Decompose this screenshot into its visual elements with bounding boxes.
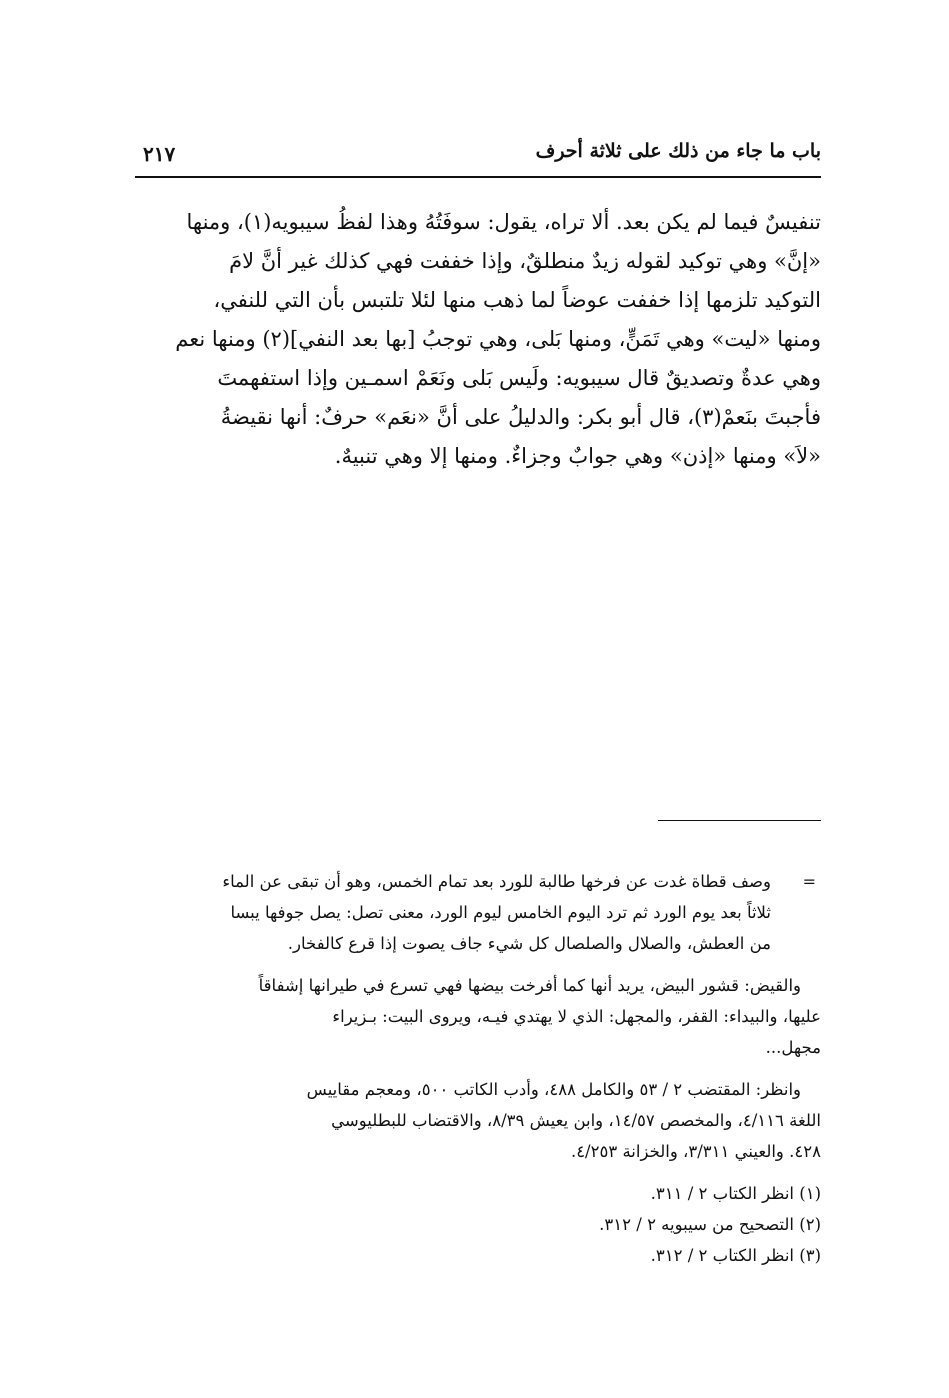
note-paragraph [135, 866, 821, 959]
text-line: وهي عدةٌ وتصديقٌ قال سيبويه: ولَيس بَلى ونَعَمْ اسمـين وإذا استفهمتَ [217, 366, 821, 390]
note-line: عليها، والبيداء: القفر، والمجهل: الذي لا يهتدي فيـه، ويروى البيت: بـزيراء [332, 1007, 821, 1026]
note-line: من العطش، والصلال والصلصال كل شيء جاف يصوت إذا قرع كالفخار. [287, 934, 771, 953]
note-paragraph [135, 1074, 821, 1167]
text-line: «لاَ» ومنها «إذن» وهي جوابٌ وجزاءٌ. ومنها إلا وهي تنبيهٌ. [334, 444, 821, 468]
page-number: ٢١٧ [143, 142, 176, 166]
note-paragraph [135, 970, 821, 1063]
note-line: اللغة ٤/١١٦، والمخصص ١٤/٥٧، وابن يعيش ٨/٣٩، والاقتضاب للبطليوسي [331, 1111, 821, 1130]
footnote-3: (٣) انظر الكتاب ٢ / ٣١٢. [650, 1246, 821, 1265]
text-line: فأجبتَ بنَعمْ(٣)، قال أبو بكر: والدليلُ على أنَّ «نعَم» حرفٌ: أنها نقيضةُ [220, 405, 821, 429]
footnote-rule [658, 820, 821, 821]
text-line: تنفيسٌ فيما لم يكن بعد. ألا تراه، يقول: سوفَتُهُ وهذا لفظُ سيبويه(١)، ومنها [186, 210, 821, 234]
footnotes-section [135, 866, 821, 1271]
continuation-marker: = [802, 872, 816, 891]
text-line: ومنها «ليت» وهي تَمَنٍّ، ومنها بَلى، وهي توجبُ [بها بعد النفي](٢) ومنها نعم [175, 327, 821, 351]
chapter-title: باب ما جاء من ذلك على ثلاثة أحرف [535, 140, 821, 162]
note-line: وانظر: المقتضب ٢ / ٥٣ والكامل ٤٨٨، وأدب الكاتب ٥٠٠، ومعجم مقاييس [306, 1080, 801, 1099]
note-line: والقيض: قشور البيض، يريد أنها كما أفرخت بيضها فهي تسرع في طيرانها إشفاقاً [258, 976, 801, 995]
main-text [135, 203, 821, 476]
note-line: ٤٢٨. والعيني ٣/٣١١، والخزانة ٤/٢٥٣. [570, 1142, 821, 1161]
note-line: وصف قطاة غدت عن فرخها طالبة للورد بعد تمام الخمس، وهو أن تبقى عن الماء [222, 872, 771, 891]
note-line: مجهل... [765, 1038, 821, 1057]
text-line: «إنَّ» وهي توكيد لقوله زيدٌ منطلقٌ، وإذا خففت فهي كذلك غير أنَّ لامَ [229, 249, 821, 273]
footnote-2: (٢) التصحيح من سيبويه ٢ / ٣١٢. [599, 1215, 821, 1234]
running-head [135, 140, 821, 176]
footnote-1: (١) انظر الكتاب ٢ / ٣١١. [650, 1184, 821, 1203]
note-line: ثلاثاً بعد يوم الورد ثم ترد اليوم الخامس ليوم الورد، معنى تصل: يصل جوفها يبسا [230, 903, 771, 922]
text-line: التوكيد تلزمها إذا خففت عوضاً لما ذهب منها لئلا تلتبس بأن التي للنفي، [213, 288, 821, 312]
header-rule [135, 176, 821, 178]
